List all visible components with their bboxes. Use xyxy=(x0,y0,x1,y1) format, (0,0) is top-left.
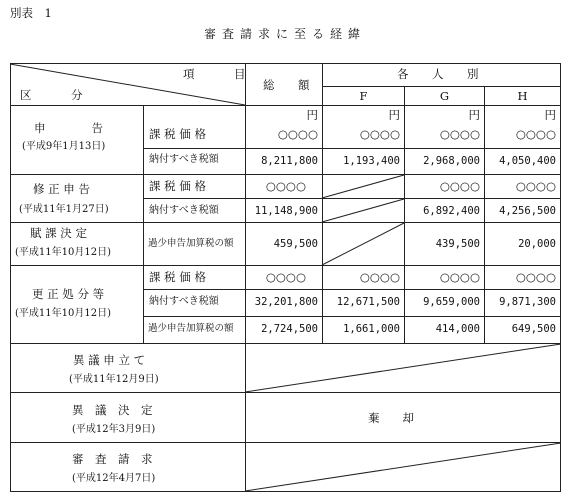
igi-label: 異 議 申 立 て xyxy=(73,353,146,367)
shusei-label: 修 正 申 告 xyxy=(33,182,90,196)
shinkoku-tax-due-label: 納付すべき税額 xyxy=(149,154,219,165)
kosei-tax-base-label: 課 税 価 格 xyxy=(149,270,206,284)
shinsa-label: 審 査 請 求 xyxy=(72,452,153,466)
igi-date: (平成11年12月9日) xyxy=(69,374,159,385)
fuka-penalty-h: 20,000 xyxy=(518,238,556,250)
unit-g: 円 xyxy=(468,108,480,122)
header-each-person: 各 人 別 xyxy=(397,67,485,81)
unit-total: 円 xyxy=(306,108,318,122)
shinkoku-tax-base-f: ○○○○ xyxy=(359,127,400,141)
kosei-tax-base-g: ○○○○ xyxy=(439,270,480,284)
shinkoku-tax-due-f: 1,193,400 xyxy=(343,155,400,167)
kosei-tax-due-h: 9,871,300 xyxy=(499,296,556,308)
kosei-tax-due-total: 32,201,800 xyxy=(254,296,318,308)
header-person-g: G xyxy=(439,89,450,103)
shusei-tax-base-h: ○○○○ xyxy=(515,179,556,193)
fuka-date: (平成11年10月12日) xyxy=(15,247,111,258)
kosei-tax-due-f: 12,671,500 xyxy=(336,296,400,308)
kosei-penalty-total: 2,724,500 xyxy=(261,323,318,335)
shinkoku-tax-base-label: 課 税 価 格 xyxy=(149,127,206,141)
kosei-tax-base-h: ○○○○ xyxy=(515,270,556,284)
fuka-penalty-label: 過少申告加算税の額 xyxy=(148,238,234,249)
unit-h: 円 xyxy=(544,108,556,122)
shusei-tax-base-label: 課 税 価 格 xyxy=(149,179,206,193)
kosei-tax-base-f: ○○○○ xyxy=(359,270,400,284)
shinkoku-tax-due-h: 4,050,400 xyxy=(499,155,556,167)
shinkoku-date: (平成9年1月13日) xyxy=(22,141,106,152)
shusei-tax-due-total: 11,148,900 xyxy=(254,205,318,217)
igi-kettei-date: (平成12年3月9日) xyxy=(72,424,156,435)
kosei-penalty-g: 414,000 xyxy=(435,323,480,335)
shinkoku-label: 申 告 xyxy=(34,121,103,135)
shinkoku-tax-due-g: 2,968,000 xyxy=(423,155,480,167)
shinkoku-tax-base-g: ○○○○ xyxy=(439,127,480,141)
kosei-date: (平成11年10月12日) xyxy=(15,308,111,319)
shusei-tax-base-total: ○○○○ xyxy=(265,179,306,193)
shinkoku-tax-base-h: ○○○○ xyxy=(515,127,556,141)
shinsa-date: (平成12年4月7日) xyxy=(72,473,156,484)
fuka-label: 賦 課 決 定 xyxy=(30,226,87,240)
unit-f: 円 xyxy=(388,108,400,122)
shusei-tax-due-g: 6,892,400 xyxy=(423,205,480,217)
header-category: 区 分 xyxy=(20,88,97,102)
fuka-penalty-g: 439,500 xyxy=(435,238,480,250)
shusei-tax-base-g: ○○○○ xyxy=(439,179,480,193)
header-item: 項 目 xyxy=(183,67,260,81)
kosei-label: 更 正 処 分 等 xyxy=(32,287,105,301)
fuka-penalty-total: 459,500 xyxy=(273,238,318,250)
shusei-date: (平成11年1月27日) xyxy=(19,204,109,215)
header-person-h: H xyxy=(517,89,528,103)
shusei-tax-due-label: 納付すべき税額 xyxy=(149,205,219,216)
kosei-tax-base-total: ○○○○ xyxy=(265,270,306,284)
table-number-label: 別表 1 xyxy=(10,6,52,20)
kosei-penalty-h: 649,500 xyxy=(511,323,556,335)
kosei-tax-due-g: 9,659,000 xyxy=(423,296,480,308)
shinkoku-tax-due-total: 8,211,800 xyxy=(261,155,318,167)
igi-kettei-label: 異 議 決 定 xyxy=(72,403,153,417)
kosei-penalty-f: 1,661,000 xyxy=(343,323,400,335)
header-total: 総 額 xyxy=(263,78,316,92)
shinkoku-tax-base-total: ○○○○ xyxy=(277,127,318,141)
header-person-f: F xyxy=(359,89,368,103)
igi-kettei-result: 棄 却 xyxy=(368,411,414,425)
kosei-penalty-label: 過少申告加算税の額 xyxy=(148,323,234,334)
shusei-tax-due-h: 4,256,500 xyxy=(499,205,556,217)
document-title: 審査請求に至る経緯 xyxy=(204,27,367,41)
kosei-tax-due-label: 納付すべき税額 xyxy=(149,296,219,307)
